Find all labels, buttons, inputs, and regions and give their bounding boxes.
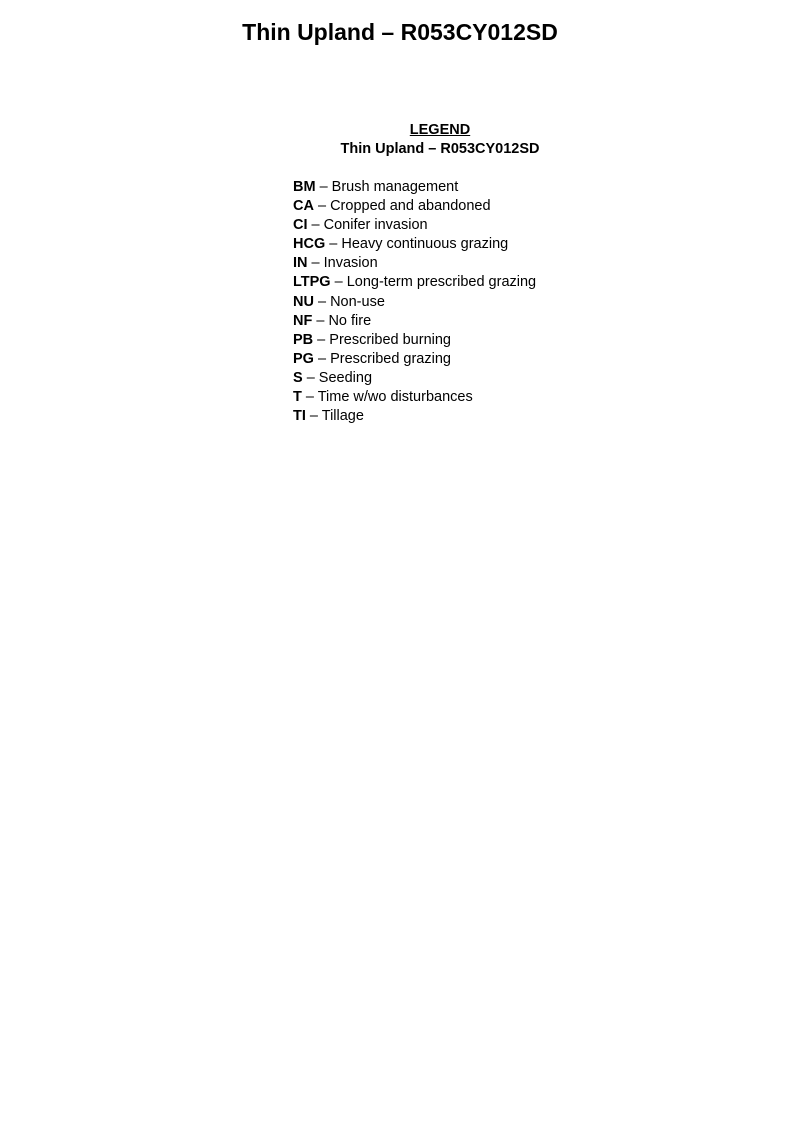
legend-code: IN xyxy=(293,255,308,272)
legend-item-ltpg xyxy=(293,273,693,292)
legend-heading: LEGEND xyxy=(409,122,471,138)
legend-description: – Long-term prescribed grazing xyxy=(330,274,537,291)
legend-item-bm xyxy=(293,178,693,197)
legend-code: T xyxy=(293,389,302,406)
legend-item-nu xyxy=(293,293,693,312)
legend-description: – Invasion xyxy=(307,255,378,272)
legend-list xyxy=(293,178,693,426)
legend-description: – No fire xyxy=(312,312,372,329)
legend-description: – Conifer invasion xyxy=(307,217,428,234)
legend-item-ti xyxy=(293,407,693,426)
legend-code: BM xyxy=(293,179,316,195)
legend-description: – Time w/wo disturbances xyxy=(301,389,473,406)
legend-code: PB xyxy=(293,331,314,348)
legend-item-hcg xyxy=(293,235,693,254)
legend-subtitle: Thin Upland – R053CY012SD xyxy=(340,141,540,157)
page-title: Thin Upland – R053CY012SD xyxy=(242,19,558,45)
legend-code: PG xyxy=(293,350,314,367)
legend-description: – Non-use xyxy=(313,293,385,310)
legend-item-ci xyxy=(293,216,693,235)
legend-description: – Tillage xyxy=(305,408,364,425)
legend-code: NU xyxy=(293,293,314,310)
legend-item-t xyxy=(293,388,693,407)
legend-code: LTPG xyxy=(293,274,331,291)
legend-description: – Prescribed grazing xyxy=(313,350,451,367)
legend-code: NF xyxy=(293,312,313,329)
legend-item-pb xyxy=(293,331,693,350)
legend-description: – Prescribed burning xyxy=(313,331,451,348)
legend-code: S xyxy=(293,369,303,386)
legend-description: – Brush management xyxy=(315,179,459,195)
legend-code: CA xyxy=(293,198,314,215)
legend-code: CI xyxy=(293,217,308,234)
legend-item-s xyxy=(293,369,693,388)
legend-description: – Cropped and abandoned xyxy=(313,198,491,215)
legend-item-pg xyxy=(293,350,693,369)
legend-item-in xyxy=(293,254,693,273)
legend-code: TI xyxy=(293,408,306,425)
legend-item-ca xyxy=(293,197,693,216)
legend-description: – Seeding xyxy=(302,369,373,386)
legend-description: – Heavy continuous grazing xyxy=(325,236,509,253)
legend-header xyxy=(240,121,640,159)
legend-item-nf xyxy=(293,312,693,331)
legend-code: HCG xyxy=(293,236,326,253)
